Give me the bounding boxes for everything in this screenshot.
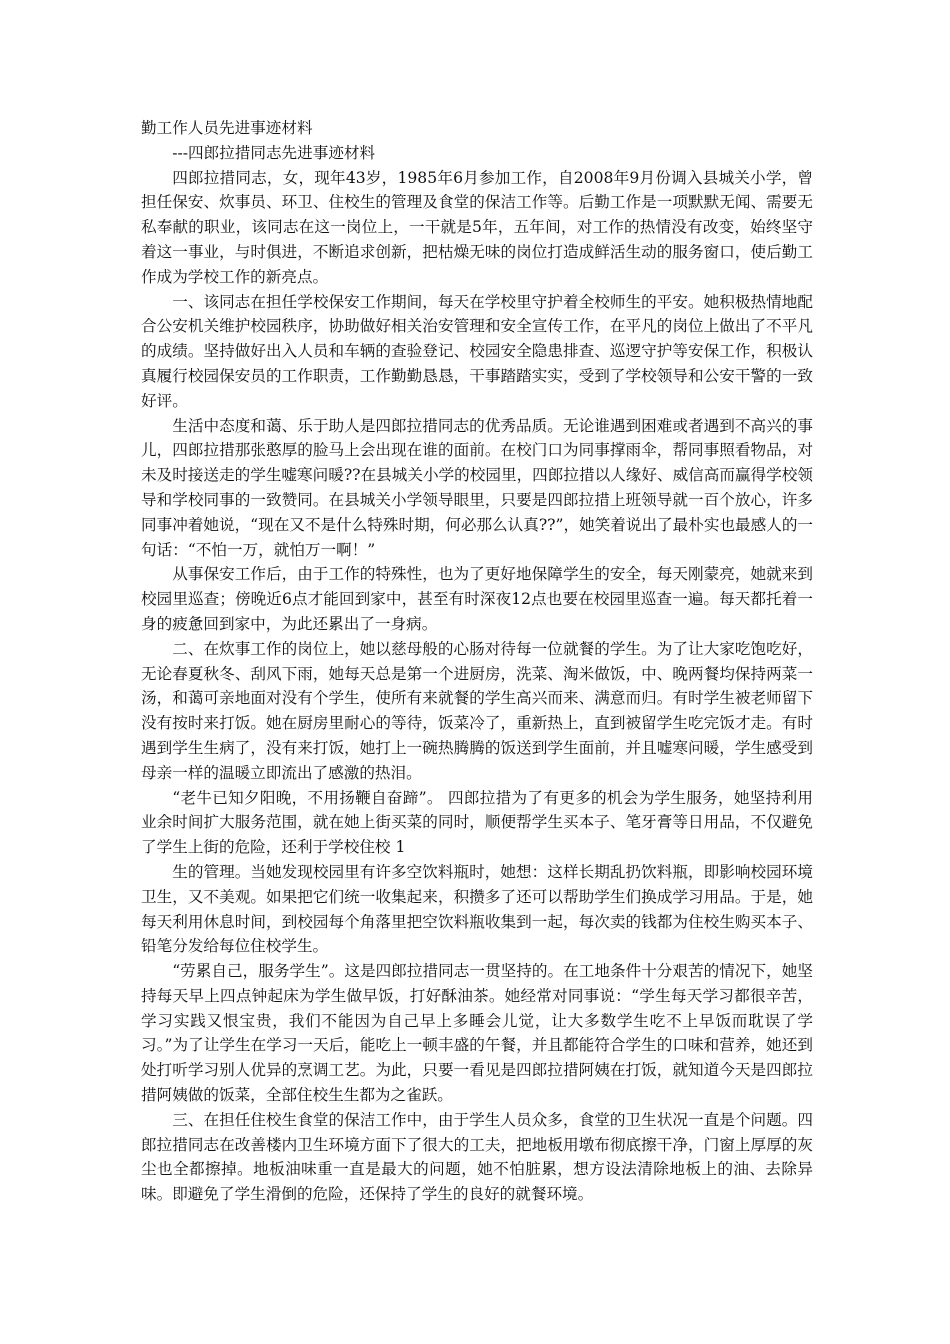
document-subtitle: ---四郎拉措同志先进事迹材料 — [172, 143, 376, 162]
paragraph-early-breakfast: “劳累自己，服务学生”。这是四郎拉措同志一贯坚持的。在工地条件十分艰苦的情况下，她坚持每天早上四点钟起床为学生做早饭，打好酥油茶。她经常对同事说：“学生每天学习都很辛苦，学习实践又恨宝贵，我们不能因为自己早上多睡会儿觉，让大多数学生吃不上早饭而耽误了学习。”为了让学生在学习一天后，能吃上一顿丰盛的午餐，并且都能符合学生的口味和营养，她还到处打听学习别人优异的烹调工艺。为此，只要一看见是四郎拉措阿姨在打饭，就知道今天是四郎拉措阿姨做的饭菜，全部住校生生都为之雀跃。 — [141, 962, 813, 1105]
paragraph-bottle-collection: 生的管理。当她发现校园里有许多空饮料瓶时，她想：这样长期乱扔饮料瓶，即影响校园环境卫生，又不美观。如果把它们统一收集起来，积攒多了还可以帮助学生们换成学习用品。于是，她每天利用休息时间，到校园每个角落里把空饮料瓶收集到一起，每次卖的钱都为住校生购买本子、铅笔分发给每位住校学生。 — [141, 862, 813, 956]
paragraph-security-work: 一、该同志在担任学校保安工作期间，每天在学校里守护着全校师生的平安。她积极热情地配合公安机关维护校园秩序，协助做好相关治安管理和安全宣传工作，在平凡的岗位上做出了不平凡的成绩。坚持做好出入人员和车辆的查验登记、校园安全隐患排查、巡逻守护等安保工作，积极认真履行校园保安员的工作职责，工作勤勤恳恳，干事踏踏实实，受到了学校领导和公安干警的一致好评。 — [141, 292, 813, 410]
document-title: 勤工作人员先进事迹材料 — [141, 119, 313, 137]
paragraph-extended-service: “老牛已知夕阳晚，不用扬鞭自奋蹄”。 四郎拉措为了有更多的机会为学生服务，她坚持利用业余时间扩大服务范围，就在她上街买菜的同时，顺便帮学生买本子、笔牙膏等日用品，不仅避免了学生上街的危险，还利于学校住校 1 — [141, 788, 813, 857]
paragraph-helpful-character: 生活中态度和蔼、乐于助人是四郎拉措同志的优秀品质。无论谁遇到困难或者遇到不高兴的事儿，四郎拉措那张憨厚的脸马上会出现在谁的面前。在校门口为同事撑雨伞，帮同事照看物品，对未及时接送走的学生嘘寒问暖??在县城关小学的校园里，四郎拉措以人缘好、威信高而赢得学校领导和学校同事的一致赞同。在县城关小学领导眼里，只要是四郎拉措上班领导就一百个放心，许多同事冲着她说，“现在又不是什么特殊时期，何必那么认真??”，她笑着说出了最朴实也最感人的一句话：“不怕一万，就怕万一啊！” — [141, 416, 814, 559]
paragraph-daily-patrol: 从事保安工作后，由于工作的特殊性，也为了更好地保障学生的安全，每天刚蒙亮，她就来到校园里巡查；傍晚近6点才能回到家中，甚至有时深夜12点也要在校园里巡查一遍。每天都托着一身的疲惫回到家中，为此还累出了一身病。 — [141, 565, 813, 633]
paragraph-cleaning-work: 三、在担任住校生食堂的保洁工作中，由于学生人员众多，食堂的卫生状况一直是个问题。四郎拉措同志在改善楼内卫生环境方面下了很大的工夫，把地板用墩布彻底擦干净，门窗上厚厚的灰尘也全都擦掉。地板油味重一直是最大的问题，她不怕脏累，想方设法清除地板上的油、去除异味。即避免了学生滑倒的危险，还保持了学生的良好的就餐环境。 — [141, 1110, 813, 1204]
paragraph-cooking-work: 二、在炊事工作的岗位上，她以慈母般的心肠对待每一位就餐的学生。为了让大家吃饱吃好，无论春夏秋冬、刮风下雨，她每天总是第一个进厨房，洗菜、淘米做饭，中、晚两餐均保持两菜一汤，和蔼可亲地面对没有个学生，使所有来就餐的学生高兴而来、满意而归。有时学生被老师留下没有按时来打饭。她在厨房里耐心的等待，饭菜冷了，重新热上，直到被留学生吃完饭才走。有时遇到学生生病了，没有来打饭，她打上一碗热腾腾的饭送到学生面前，并且嘘寒问暖，学生感受到母亲一样的温暖立即流出了感激的热泪。 — [141, 639, 813, 782]
paragraph-intro: 四郎拉措同志，女，现年43岁，1985年6月参加工作，自2008年9月份调入县城关小学，曾担任保安、炊事员、环卫、住校生的管理及食堂的保洁工作等。后勤工作是一项默默无闻、需要无私奉献的职业，该同志在这一岗位上，一干就是5年，五年间，对工作的热情没有改变，始终坚守着这一事业，与时俱进，不断追求创新，把枯燥无味的岗位打造成鲜活生动的服务窗口，使后勤工作成为学校工作的新亮点。 — [141, 168, 813, 286]
document-body — [141, 116, 813, 1207]
